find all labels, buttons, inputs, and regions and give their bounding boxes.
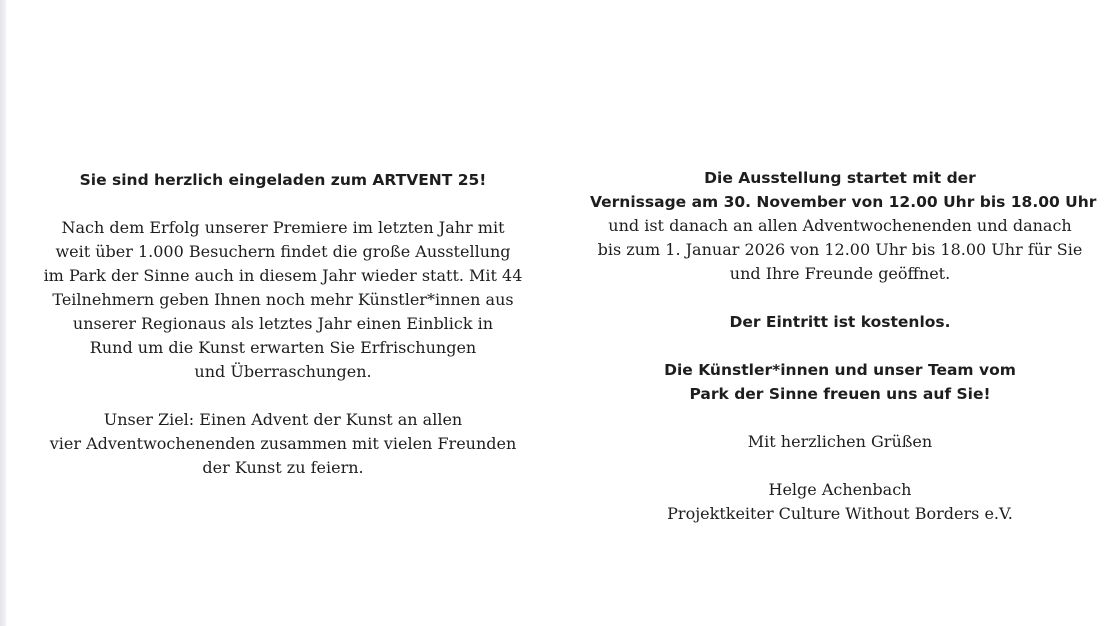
text-line: Rund um die Kunst erwarten Sie Erfrischungen: [89, 338, 477, 357]
spacer: [590, 406, 1090, 430]
spacer: [38, 192, 528, 216]
text-line: der Kunst zu feiern.: [202, 458, 364, 477]
text-line: unserer Regionaus als letztes Jahr einen Einblick in: [72, 314, 494, 333]
invitation-left-column: [38, 168, 528, 480]
signature-name: Helge Achenbach: [768, 480, 912, 499]
closing-line: Die Künstler*innen und unser Team vom: [664, 361, 1016, 379]
spacer: [590, 454, 1090, 478]
text-line: Unser Ziel: Einen Advent der Kunst an allen: [103, 410, 463, 429]
invitation-right-column: [590, 166, 1097, 526]
signature-title: Projektkeiter Culture Without Borders e.V.: [667, 504, 1013, 523]
text-line: Teilnehmern geben Ihnen noch mehr Künstler*innen aus: [52, 290, 514, 309]
text-line: bis zum 1. Januar 2026 von 12.00 Uhr bis 18.00 Uhr für Sie: [597, 240, 1083, 259]
text-line: und Überraschungen.: [194, 362, 372, 381]
invitation-heading: Sie sind herzlich eingeladen zum ARTVENT 25!: [79, 171, 487, 189]
closing-line: Park der Sinne freuen uns auf Sie!: [689, 385, 991, 403]
text-line: vier Adventwochenenden zusammen mit vielen Freunden: [49, 434, 517, 453]
page-edge: [0, 0, 6, 626]
text-line: Nach dem Erfolg unserer Premiere im letzten Jahr mit: [61, 218, 505, 237]
text-line: und Ihre Freunde geöffnet.: [729, 264, 951, 283]
text-line: im Park der Sinne auch in diesem Jahr wieder statt. Mit 44: [43, 266, 523, 285]
spacer: [38, 384, 528, 408]
greeting: Mit herzlichen Grüßen: [747, 432, 933, 451]
text-line: weit über 1.000 Besuchern findet die große Ausstellung: [55, 242, 511, 261]
text-line: und ist danach an allen Adventwochenenden und danach: [608, 216, 1072, 235]
spacer: [590, 334, 1090, 358]
free-entry-notice: Der Eintritt ist kostenlos.: [729, 313, 951, 331]
exhibition-heading-line: Die Ausstellung startet mit der: [704, 169, 976, 187]
vernissage-date-line: Vernissage am 30. November von 12.00 Uhr bis 18.00 Uhr: [590, 193, 1097, 211]
spacer: [590, 286, 1090, 310]
